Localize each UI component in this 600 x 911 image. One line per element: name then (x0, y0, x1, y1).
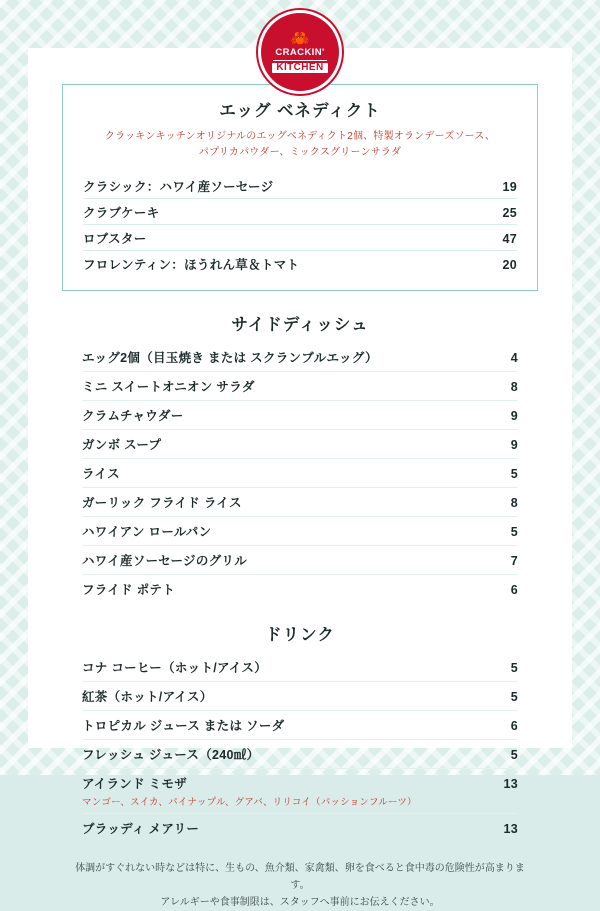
menu-item-price: 20 (502, 257, 517, 272)
menu-item-name (82, 435, 484, 453)
menu-item-price: 25 (502, 205, 517, 220)
menu-item-name (82, 745, 484, 763)
menu-item-name-text: ミニ スイートオニオン サラダ (82, 380, 255, 394)
menu-item-name (82, 819, 484, 837)
menu-item-subtext: マンゴー、スイカ、パイナップル、グアバ、リリコイ（パッションフルーツ） (82, 797, 417, 808)
menu-item-price: 5 (510, 748, 518, 762)
menu-item-name (82, 716, 484, 734)
menu-section-side-dishes (62, 311, 538, 603)
menu-item-name (82, 658, 484, 676)
menu-item-price: 19 (502, 179, 517, 194)
menu-item-price: 6 (510, 583, 518, 597)
menu-item-row[interactable] (82, 711, 518, 740)
menu-item-name (83, 203, 483, 221)
menu-item-name (83, 255, 483, 273)
menu-item-row[interactable] (82, 372, 518, 401)
menu-item-row[interactable] (83, 251, 517, 276)
menu-item-name (82, 406, 484, 424)
menu-item-row[interactable] (82, 682, 518, 711)
menu-sheet (28, 48, 572, 908)
menu-item-name (82, 687, 484, 705)
menu-item-row[interactable] (82, 653, 518, 682)
menu-item-price: 5 (510, 525, 518, 539)
menu-item-name-text: エッグ2個（目玉焼き または スクランブルエッグ） (82, 351, 378, 365)
menu-item-price: 6 (510, 719, 518, 733)
menu-item-name (82, 551, 484, 569)
menu-item-name (83, 229, 483, 247)
menu-item-name-text: コナ コーヒー（ホット/アイス） (82, 661, 267, 675)
menu-section-drinks (62, 621, 538, 842)
menu-item-list (82, 343, 518, 603)
menu-item-name-text: 紅茶（ホット/アイス） (82, 690, 213, 704)
menu-item-price: 9 (510, 409, 518, 423)
section-title: エッグ ベネディクト (219, 102, 381, 120)
menu-item-list (83, 173, 517, 276)
menu-item-price: 13 (503, 777, 518, 791)
menu-item-name-text: ガーリック フライド ライス (82, 496, 242, 510)
menu-item-list (82, 653, 518, 842)
menu-item-row[interactable] (83, 199, 517, 225)
menu-item-price: 5 (510, 690, 518, 704)
menu-item-row[interactable] (82, 401, 518, 430)
menu-item-name (82, 377, 484, 395)
section-description-line: パプリカパウダー、ミックスグリーンサラダ (198, 147, 402, 158)
menu-item-price: 8 (510, 380, 518, 394)
logo-line-1: CRACKIN' (275, 46, 325, 58)
footer-line-2: アレルギーや食事制限は、スタッフへ事前にお伝えください。 (160, 897, 440, 908)
logo-divider (273, 60, 327, 61)
menu-item-row[interactable] (82, 430, 518, 459)
menu-item-row[interactable] (82, 546, 518, 575)
menu-item-name (82, 493, 484, 511)
footer-disclaimer (62, 860, 538, 911)
menu-item-name-text: ブラッディ メアリー (82, 822, 200, 836)
menu-item-row[interactable] (82, 343, 518, 372)
menu-item-row[interactable] (82, 459, 518, 488)
menu-item-price: 13 (503, 822, 518, 836)
menu-item-name-text: フレッシュ ジュース（240㎖） (82, 748, 260, 762)
menu-item-name-text: クラムチャウダー (82, 409, 184, 423)
menu-section-eggs-benedict (62, 84, 538, 291)
menu-item-name (82, 522, 484, 540)
menu-item-name-text: クラブケーキ (83, 205, 160, 220)
menu-item-price: 4 (510, 351, 518, 365)
menu-item-name-text: ロブスター (83, 231, 147, 246)
restaurant-logo (258, 10, 342, 94)
menu-item-row[interactable] (82, 575, 518, 603)
crab-icon: 🦀 (290, 29, 310, 47)
menu-item-row[interactable] (83, 173, 517, 199)
menu-item-row[interactable] (82, 517, 518, 546)
menu-item-price: 47 (502, 231, 517, 246)
menu-item-price: 8 (510, 496, 518, 510)
menu-item-price: 5 (510, 661, 518, 675)
menu-item-row[interactable] (82, 488, 518, 517)
menu-item-row[interactable] (82, 769, 518, 814)
menu-item-name-text: フロレンティン：ほうれん草＆トマト (83, 257, 300, 272)
menu-item-name (82, 580, 484, 598)
menu-item-row[interactable] (82, 740, 518, 769)
menu-item-name-text: ハワイアン ロールパン (82, 525, 212, 539)
section-title: サイドディッシュ (231, 316, 369, 334)
menu-item-name (82, 464, 484, 482)
menu-item-name-text: トロピカル ジュース または ソーダ (82, 719, 285, 733)
menu-item-name-text: クラシック：ハワイ産ソーセージ (83, 179, 274, 194)
menu-item-price: 9 (510, 438, 518, 452)
section-description (83, 129, 517, 161)
menu-item-name (82, 348, 484, 366)
menu-item-name-text: アイランド ミモザ (82, 777, 188, 791)
menu-item-name (82, 774, 484, 808)
footer-line-1: 体調がすぐれない時などは特に、生もの、魚介類、家禽類、卵を食べると食中毒の危険性が高まります。 (75, 863, 525, 891)
menu-item-row[interactable] (83, 225, 517, 251)
section-title: ドリンク (265, 626, 335, 644)
menu-sections (62, 84, 538, 842)
menu-item-name-text: ガンボ スープ (82, 438, 162, 452)
menu-item-name-text: ライス (82, 467, 120, 481)
menu-item-name-text: ハワイ産ソーセージのグリル (82, 554, 248, 568)
menu-item-name (83, 177, 483, 195)
section-description-line: クラッキンキッチンオリジナルのエッグベネディクト2個、特製オランデーズソース、 (104, 131, 496, 142)
menu-item-price: 5 (510, 467, 518, 481)
menu-item-price: 7 (510, 554, 518, 568)
menu-item-name-text: フライド ポテト (82, 583, 175, 597)
menu-item-row[interactable] (82, 814, 518, 842)
logo-line-2: KITCHEN (272, 63, 327, 74)
